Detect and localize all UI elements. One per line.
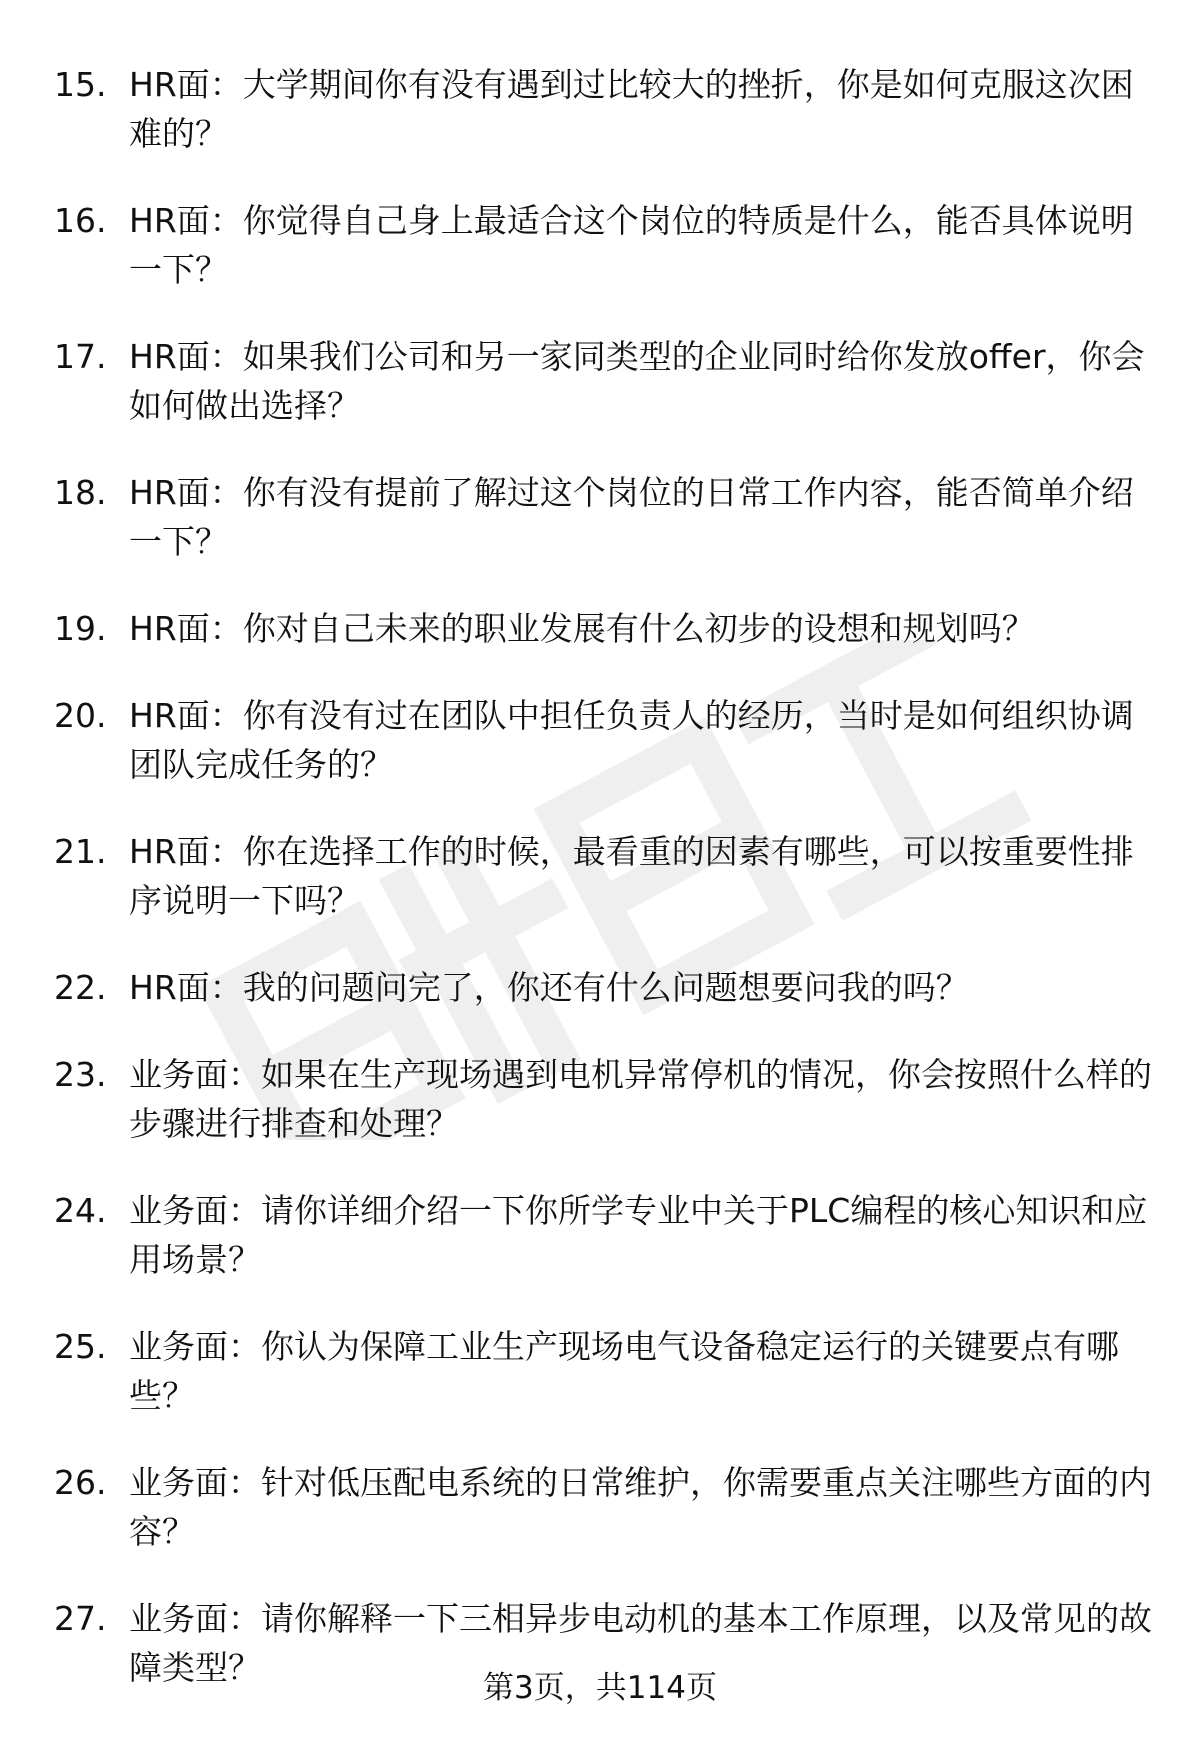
list-item [0, 1186, 1200, 1284]
question-text: 业务面：请你解释一下三相异步电动机的基本工作原理，以及常见的故障类型？ [129, 1599, 1152, 1687]
question-text: HR面：如果我们公司和另一家同类型的企业同时给你发放offer，你会如何做出选择？ [129, 337, 1145, 425]
question-number: 21. [54, 832, 107, 871]
question-list [0, 60, 1200, 1730]
question-number: 22. [54, 968, 107, 1007]
question-number: 15. [54, 65, 107, 104]
question-number: 18. [54, 473, 107, 512]
question-number: 16. [54, 201, 107, 240]
question-number: 23. [54, 1055, 107, 1094]
list-item [0, 60, 1200, 158]
list-item [0, 468, 1200, 566]
question-text: HR面：你在选择工作的时候，最看重的因素有哪些，可以按重要性排序说明一下吗？ [129, 832, 1134, 920]
question-number: 24. [54, 1191, 107, 1230]
list-item [0, 827, 1200, 925]
page-footer [0, 1666, 1200, 1710]
question-text: HR面：你觉得自己身上最适合这个岗位的特质是什么，能否具体说明一下？ [129, 201, 1134, 289]
question-number: 26. [54, 1463, 107, 1502]
question-text: HR面：你有没有提前了解过这个岗位的日常工作内容，能否简单介绍一下？ [129, 473, 1134, 561]
list-item [0, 1322, 1200, 1420]
question-text: HR面：你对自己未来的职业发展有什么初步的设想和规划吗？ [129, 609, 1035, 648]
list-item [0, 1050, 1200, 1148]
question-number: 27. [54, 1599, 107, 1638]
list-item [0, 332, 1200, 430]
question-text: HR面：你有没有过在团队中担任负责人的经历，当时是如何组织协调团队完成任务的？ [129, 696, 1134, 784]
question-number: 20. [54, 696, 107, 735]
question-text: HR面：大学期间你有没有遇到过比较大的挫折，你是如何克服这次困难的？ [129, 65, 1134, 153]
question-text: HR面：我的问题问完了，你还有什么问题想要问我的吗？ [129, 968, 969, 1007]
list-item [0, 691, 1200, 789]
page-number-label: 第3页，共114页 [483, 1670, 717, 1706]
question-number: 19. [54, 609, 107, 648]
question-number: 25. [54, 1327, 107, 1366]
question-text: 业务面：请你详细介绍一下你所学专业中关于PLC编程的核心知识和应用场景？ [129, 1191, 1148, 1279]
question-text: 业务面：针对低压配电系统的日常维护，你需要重点关注哪些方面的内容？ [129, 1463, 1152, 1551]
list-item [0, 196, 1200, 294]
question-number: 17. [54, 337, 107, 376]
list-item [0, 963, 1200, 1012]
list-item [0, 604, 1200, 653]
question-text: 业务面：如果在生产现场遇到电机异常停机的情况，你会按照什么样的步骤进行排查和处理？ [129, 1055, 1152, 1143]
question-text: 业务面：你认为保障工业生产现场电气设备稳定运行的关键要点有哪些？ [129, 1327, 1119, 1415]
list-item [0, 1458, 1200, 1556]
